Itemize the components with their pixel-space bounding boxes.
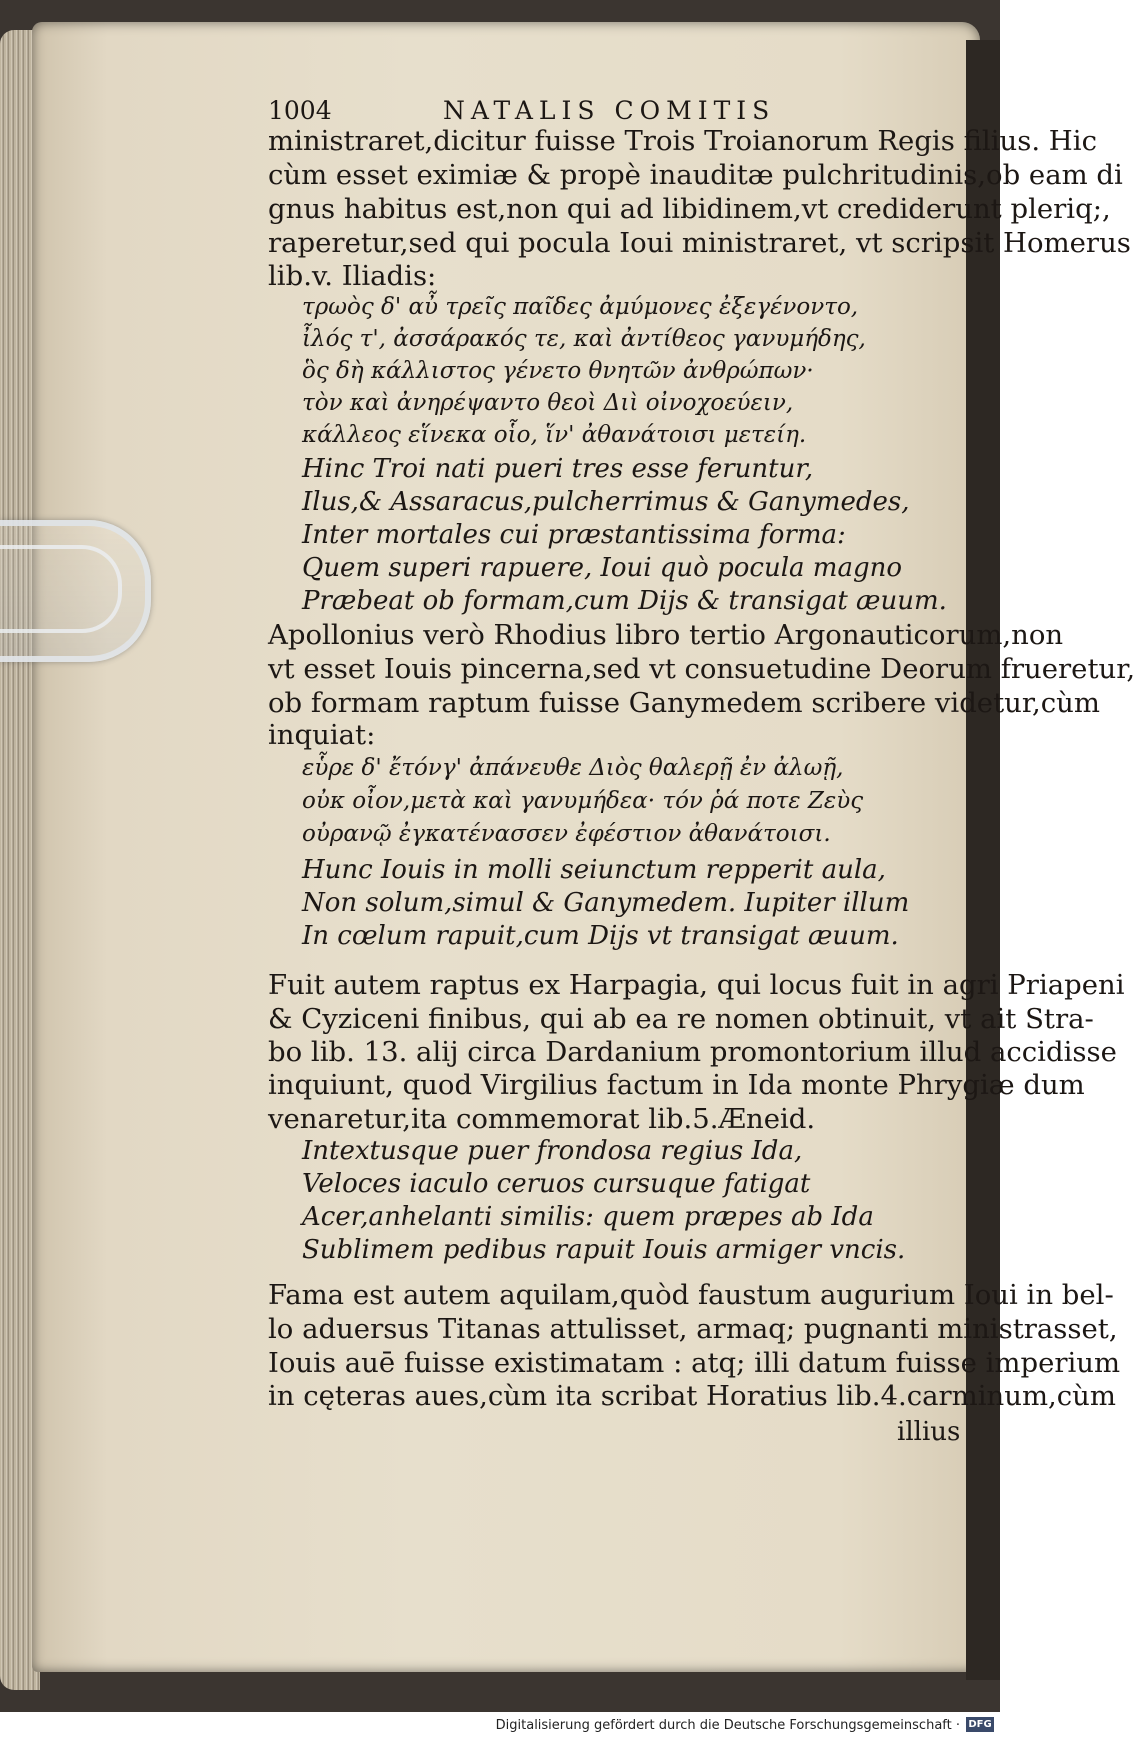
text-line: in cęteras aues,cùm ita scribat Horatius lib.4.carminum,cùm bbox=[268, 1380, 1116, 1412]
text-line: venaretur,ita commemorat lib.5.Æneid. bbox=[268, 1103, 816, 1135]
verse-line: τὸν καὶ ἀνηρέψαντο θεοὶ Διὶ οἰνοχοεύειν, bbox=[302, 390, 794, 416]
text-line: inquiat: bbox=[268, 719, 376, 751]
verse-line: Intextusque puer frondosa regius Ida, bbox=[302, 1136, 803, 1166]
text-line: bo lib. 13. alij circa Dardanium promontorium illud accidisse bbox=[268, 1036, 1117, 1068]
text-line: cùm esset eximiæ & propè inauditæ pulchritudinis,ob eam di bbox=[268, 159, 1123, 191]
text-line: Fama est autem aquilam,quòd faustum augurium Ioui in bel- bbox=[268, 1279, 1114, 1311]
verse-line: Hunc Iouis in molli seiunctum repperit aula, bbox=[302, 855, 886, 885]
text-line: inquiunt, quod Virgilius factum in Ida monte Phrygiæ dum bbox=[268, 1069, 1085, 1101]
text-line: gnus habitus est,non qui ad libidinem,vt crediderunt pleriq;, bbox=[268, 193, 1111, 225]
text-line: ministraret,dicitur fuisse Trois Troianorum Regis filius. Hic bbox=[268, 125, 1097, 157]
bookmark-clip-inner bbox=[0, 545, 122, 633]
verse-line: οὐκ οἶον,μετὰ καὶ γανυμήδεα· τόν ῥά ποτε Ζεὺς bbox=[302, 788, 864, 814]
text-line: Apollonius verò Rhodius libro tertio Argonauticorum,non bbox=[268, 619, 1064, 651]
verse-line: Non solum,simul & Ganymedem. Iupiter illum bbox=[302, 888, 910, 918]
footer-bar bbox=[0, 1712, 1000, 1740]
running-title: NATALIS COMITIS bbox=[443, 96, 776, 125]
text-line: ob formam raptum fuisse Ganymedem scribere videtur,cùm bbox=[268, 687, 1100, 719]
verse-line: εὗρε δ' ἔτόνγ' ἀπάνευθε Διὸς θαλερῇ ἐν ἀλωῇ, bbox=[302, 755, 844, 781]
verse-line: ἶλός τ', ἀσσάρακός τε, καὶ ἀντίθεος γανυμήδης, bbox=[302, 326, 866, 352]
verse-line: In cœlum rapuit,cum Dijs vt transigat æuum. bbox=[302, 921, 899, 951]
text-line: raperetur,sed qui pocula Ioui ministraret, vt scripsit Homerus bbox=[268, 227, 1131, 259]
verse-line: ὃς δὴ κάλλιστος γένετο θνητῶν ἀνθρώπων· bbox=[302, 358, 814, 384]
text-line: Iouis auē fuisse existimatam : atq; illi datum fuisse imperium bbox=[268, 1347, 1121, 1379]
verse-line: τρωὸς δ' αὖ τρεῖς παῖδες ἀμύμονες ἐξεγένοντο, bbox=[302, 294, 859, 320]
verse-line: Inter mortales cui præstantissima forma: bbox=[302, 520, 846, 550]
page-right-shadow bbox=[966, 40, 1000, 1680]
verse-line: οὐρανῷ ἐγκατένασσεν ἐφέστιον ἀθανάτοισι. bbox=[302, 821, 831, 847]
verse-line: Quem superi rapuere, Ioui quò pocula magno bbox=[302, 553, 902, 583]
verse-line: κάλλεος εἵνεκα οἷο, ἵν' ἀθανάτοισι μετείη. bbox=[302, 422, 807, 448]
verse-line: Ilus,& Assaracus,pulcherrimus & Ganymedes, bbox=[302, 487, 910, 517]
text-line: Fuit autem raptus ex Harpagia, qui locus fuit in agri Priapeni bbox=[268, 969, 1125, 1001]
text-line: lo aduersus Titanas attulisset, armaq; pugnanti ministrasset, bbox=[268, 1313, 1118, 1345]
text-line: & Cyziceni finibus, qui ab ea re nomen obtinuit, vt ait Stra- bbox=[268, 1003, 1094, 1035]
catchword: illius bbox=[897, 1417, 961, 1447]
verse-line: Acer,anhelanti similis: quem præpes ab Ida bbox=[302, 1202, 874, 1232]
footer-credit: Digitalisierung gefördert durch die Deutsche Forschungsgemeinschaft · bbox=[495, 1718, 960, 1733]
verse-line: Veloces iaculo ceruos cursuque fatigat bbox=[302, 1169, 811, 1199]
page-number: 1004 bbox=[268, 96, 332, 125]
verse-line: Hinc Troi nati pueri tres esse feruntur, bbox=[302, 454, 814, 484]
text-line: vt esset Iouis pincerna,sed vt consuetudine Deorum frueretur, bbox=[268, 653, 1135, 685]
dfg-logo-icon: DFG bbox=[966, 1717, 994, 1732]
verse-line: Sublimem pedibus rapuit Iouis armiger vncis. bbox=[302, 1235, 906, 1265]
verse-line: Præbeat ob formam,cum Dijs & transigat æuum. bbox=[302, 586, 947, 616]
text-line: lib.v. Iliadis: bbox=[268, 260, 437, 292]
book-page bbox=[32, 22, 980, 1672]
